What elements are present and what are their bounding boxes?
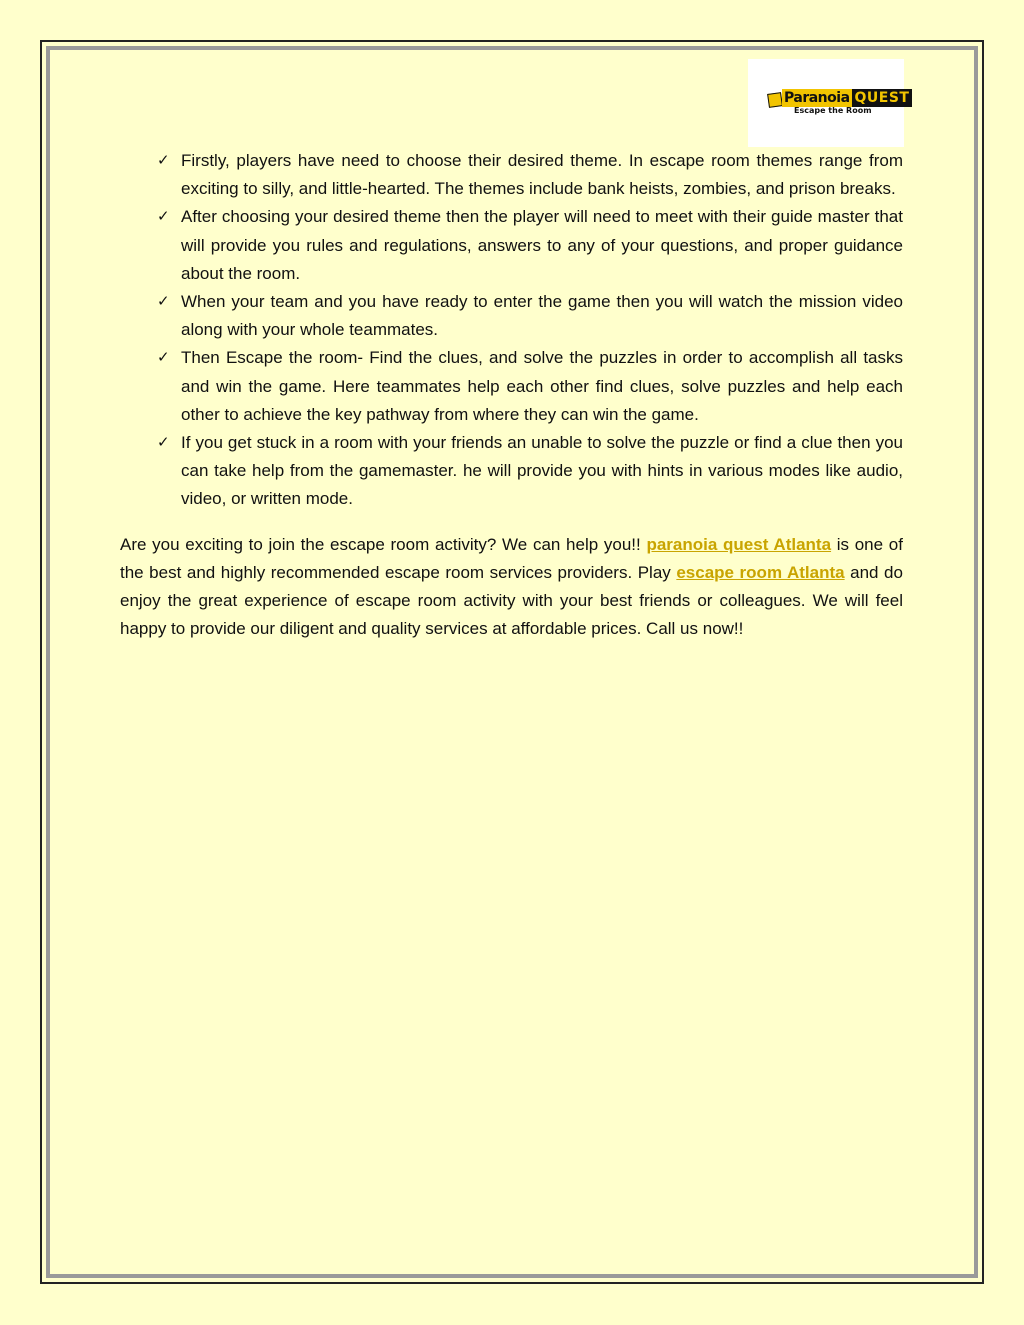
logo-brand-part-2: QUEST <box>852 89 913 107</box>
paranoia-quest-atlanta-link[interactable]: paranoia quest Atlanta <box>646 534 832 554</box>
logo-mark-icon <box>767 92 783 108</box>
logo-brand <box>782 89 912 107</box>
paranoia-quest-logo <box>748 59 910 147</box>
document-body <box>120 147 903 643</box>
list-item <box>157 429 903 514</box>
logo-brand-part-1: Paranoia <box>784 90 850 106</box>
closing-paragraph <box>120 531 903 644</box>
list-item <box>157 344 903 429</box>
closing-text-3: and do enjoy the great experience of escape room activity with your best friends or colleagues. We will feel happy to provide our diligent and quality services at affordable prices. Call us now!! <box>120 562 903 639</box>
logo-tagline: Escape the Room <box>794 106 872 115</box>
steps-list <box>120 147 903 514</box>
escape-room-atlanta-link[interactable]: escape room Atlanta <box>676 562 845 582</box>
checkmark-icon: ✓ <box>157 207 170 226</box>
step-text: Firstly, players have need to choose their desired theme. In escape room themes range from exciting to silly, and little-hearted. The themes include bank heists, zombies, and prison breaks. <box>181 151 903 199</box>
checkmark-icon: ✓ <box>157 151 170 169</box>
list-item <box>157 147 903 203</box>
checkmark-icon: ✓ <box>157 348 170 367</box>
checkmark-icon: ✓ <box>157 292 170 311</box>
step-text: If you get stuck in a room with your friends an unable to solve the puzzle or find a clue then you can take help from the gamemaster. he will provide you with hints in various modes like audio, video, or written mode. <box>181 433 903 509</box>
closing-text-1: Are you exciting to join the escape room activity? We can help you!! <box>120 534 647 554</box>
checkmark-icon: ✓ <box>157 433 170 452</box>
closing-text-2: is one of the best and highly recommended escape room services providers. Play <box>120 534 903 582</box>
step-text: When your team and you have ready to enter the game then you will watch the mission video along with your whole teammates. <box>181 292 903 340</box>
step-text: Then Escape the room- Find the clues, and solve the puzzles in order to accomplish all tasks and win the game. Here teammates help each other find clues, solve puzzles and help each other to achieve the key pathway from where they can win the game. <box>181 348 903 424</box>
list-item <box>157 203 903 288</box>
list-item <box>157 288 903 344</box>
step-text: After choosing your desired theme then the player will need to meet with their guide master that will provide you rules and regulations, answers to any of your questions, and proper guidance about the room. <box>181 207 903 283</box>
logo-inner <box>768 89 910 119</box>
